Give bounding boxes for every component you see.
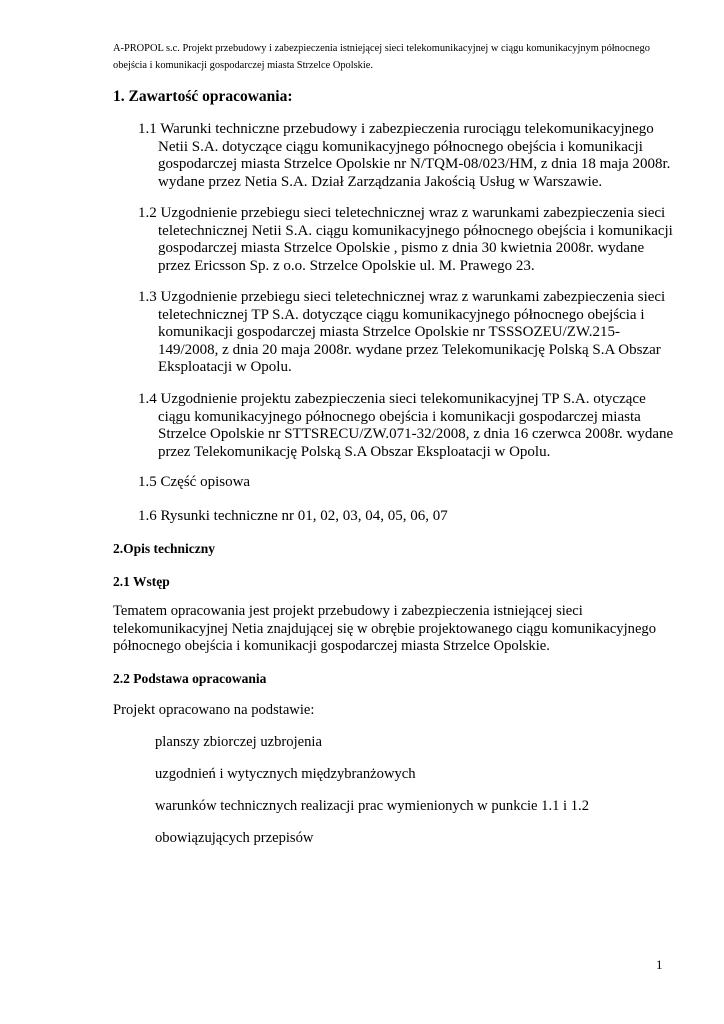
content-item-1-4: 1.4 Uzgodnienie projektu zabezpieczenia sieci telekomunikacyjnej TP S.A. otyczące ciągu komunikacyjnego północnego obejścia i komunikacji gospodarczej miasta Strzelce Opolskie nr STTSRECU/ZW.071-32/2008, z dnia 16 czerwca 2008r. wydane przez Telekomunikację Polską S.A Obszar Eksploatacji w Opolu.: [138, 391, 674, 460]
content-item-1-6: 1.6 Rysunki techniczne nr 01, 02, 03, 04, 05, 06, 07: [138, 508, 448, 524]
basis-list-item: planszy zbiorczej uzbrojenia: [155, 734, 322, 750]
content-item-1-3: 1.3 Uzgodnienie przebiegu sieci teletechnicznej wraz z warunkami zabezpieczenia sieci teletechnicznej TP S.A. dotyczące ciągu komunikacyjnego północnego obejścia i komunikacji gospodarczej miasta Strzelce Opolskie nr TSSSOZEU/ZW.215-149/2008, z dnia 20 maja 2008r. wydane przez Telekomunikację Polską S.A Obszar Eksploatacji w Opolu.: [138, 289, 666, 376]
basis-list-item: uzgodnień i wytycznych międzybranżowych: [155, 766, 416, 782]
page-number: 1: [656, 957, 663, 972]
section-2-title: 2.Opis techniczny: [113, 541, 216, 556]
section-2-2-title: 2.2 Podstawa opracowania: [113, 671, 267, 686]
section-1-title: 1. Zawartość opracowania:: [113, 88, 293, 105]
basis-list-item: obowiązujących przepisów: [155, 830, 314, 846]
basis-intro: Projekt opracowano na podstawie:: [113, 702, 315, 718]
content-item-1-2: 1.2 Uzgodnienie przebiegu sieci teletechnicznej wraz z warunkami zabezpieczenia sieci teletechnicznej Netii S.A. ciągu komunikacyjnego północnego obejścia i komunikacji gospodarczej miasta Strzelce Opolskie , pismo z dnia 30 kwietnia 2008r. wydane przez Ericsson Sp. z o.o. Strzelce Opolskie ul. M. Prawego 23.: [138, 205, 673, 274]
intro-paragraph: Tematem opracowania jest projekt przebudowy i zabezpieczenia istniejącej sieci telekomunikacyjnej Netia znajdującej się w obrębie projektowanego ciągu komunikacyjnego północnego obejścia i komunikacji gospodarczej miasta Strzelce Opolskie.: [113, 603, 657, 655]
page-header: A-PROPOL s.c. Projekt przebudowy i zabezpieczenia istniejącej sieci telekomunikacyjnej w ciągu komunikacyjnym północnego obejścia i komunikacji gospodarczej miasta Strzelce Opolskie.: [113, 43, 650, 71]
section-2-1-title: 2.1 Wstęp: [113, 574, 170, 589]
content-item-1-5: 1.5 Część opisowa: [138, 474, 251, 490]
basis-list-item: warunków technicznych realizacji prac wymienionych w punkcie 1.1 i 1.2: [155, 798, 590, 814]
content-item-1-1: 1.1 Warunki techniczne przebudowy i zabezpieczenia rurociągu telekomunikacyjnego Netii S.A. dotyczące ciągu komunikacyjnego północnego obejścia i komunikacji gospodarczej miasta Strzelce Opolskie nr N/TQM-08/023/HM, z dnia 18 maja 2008r. wydane przez Netia S.A. Dział Zarządzania Jakością Usług w Warszawie.: [138, 121, 671, 190]
